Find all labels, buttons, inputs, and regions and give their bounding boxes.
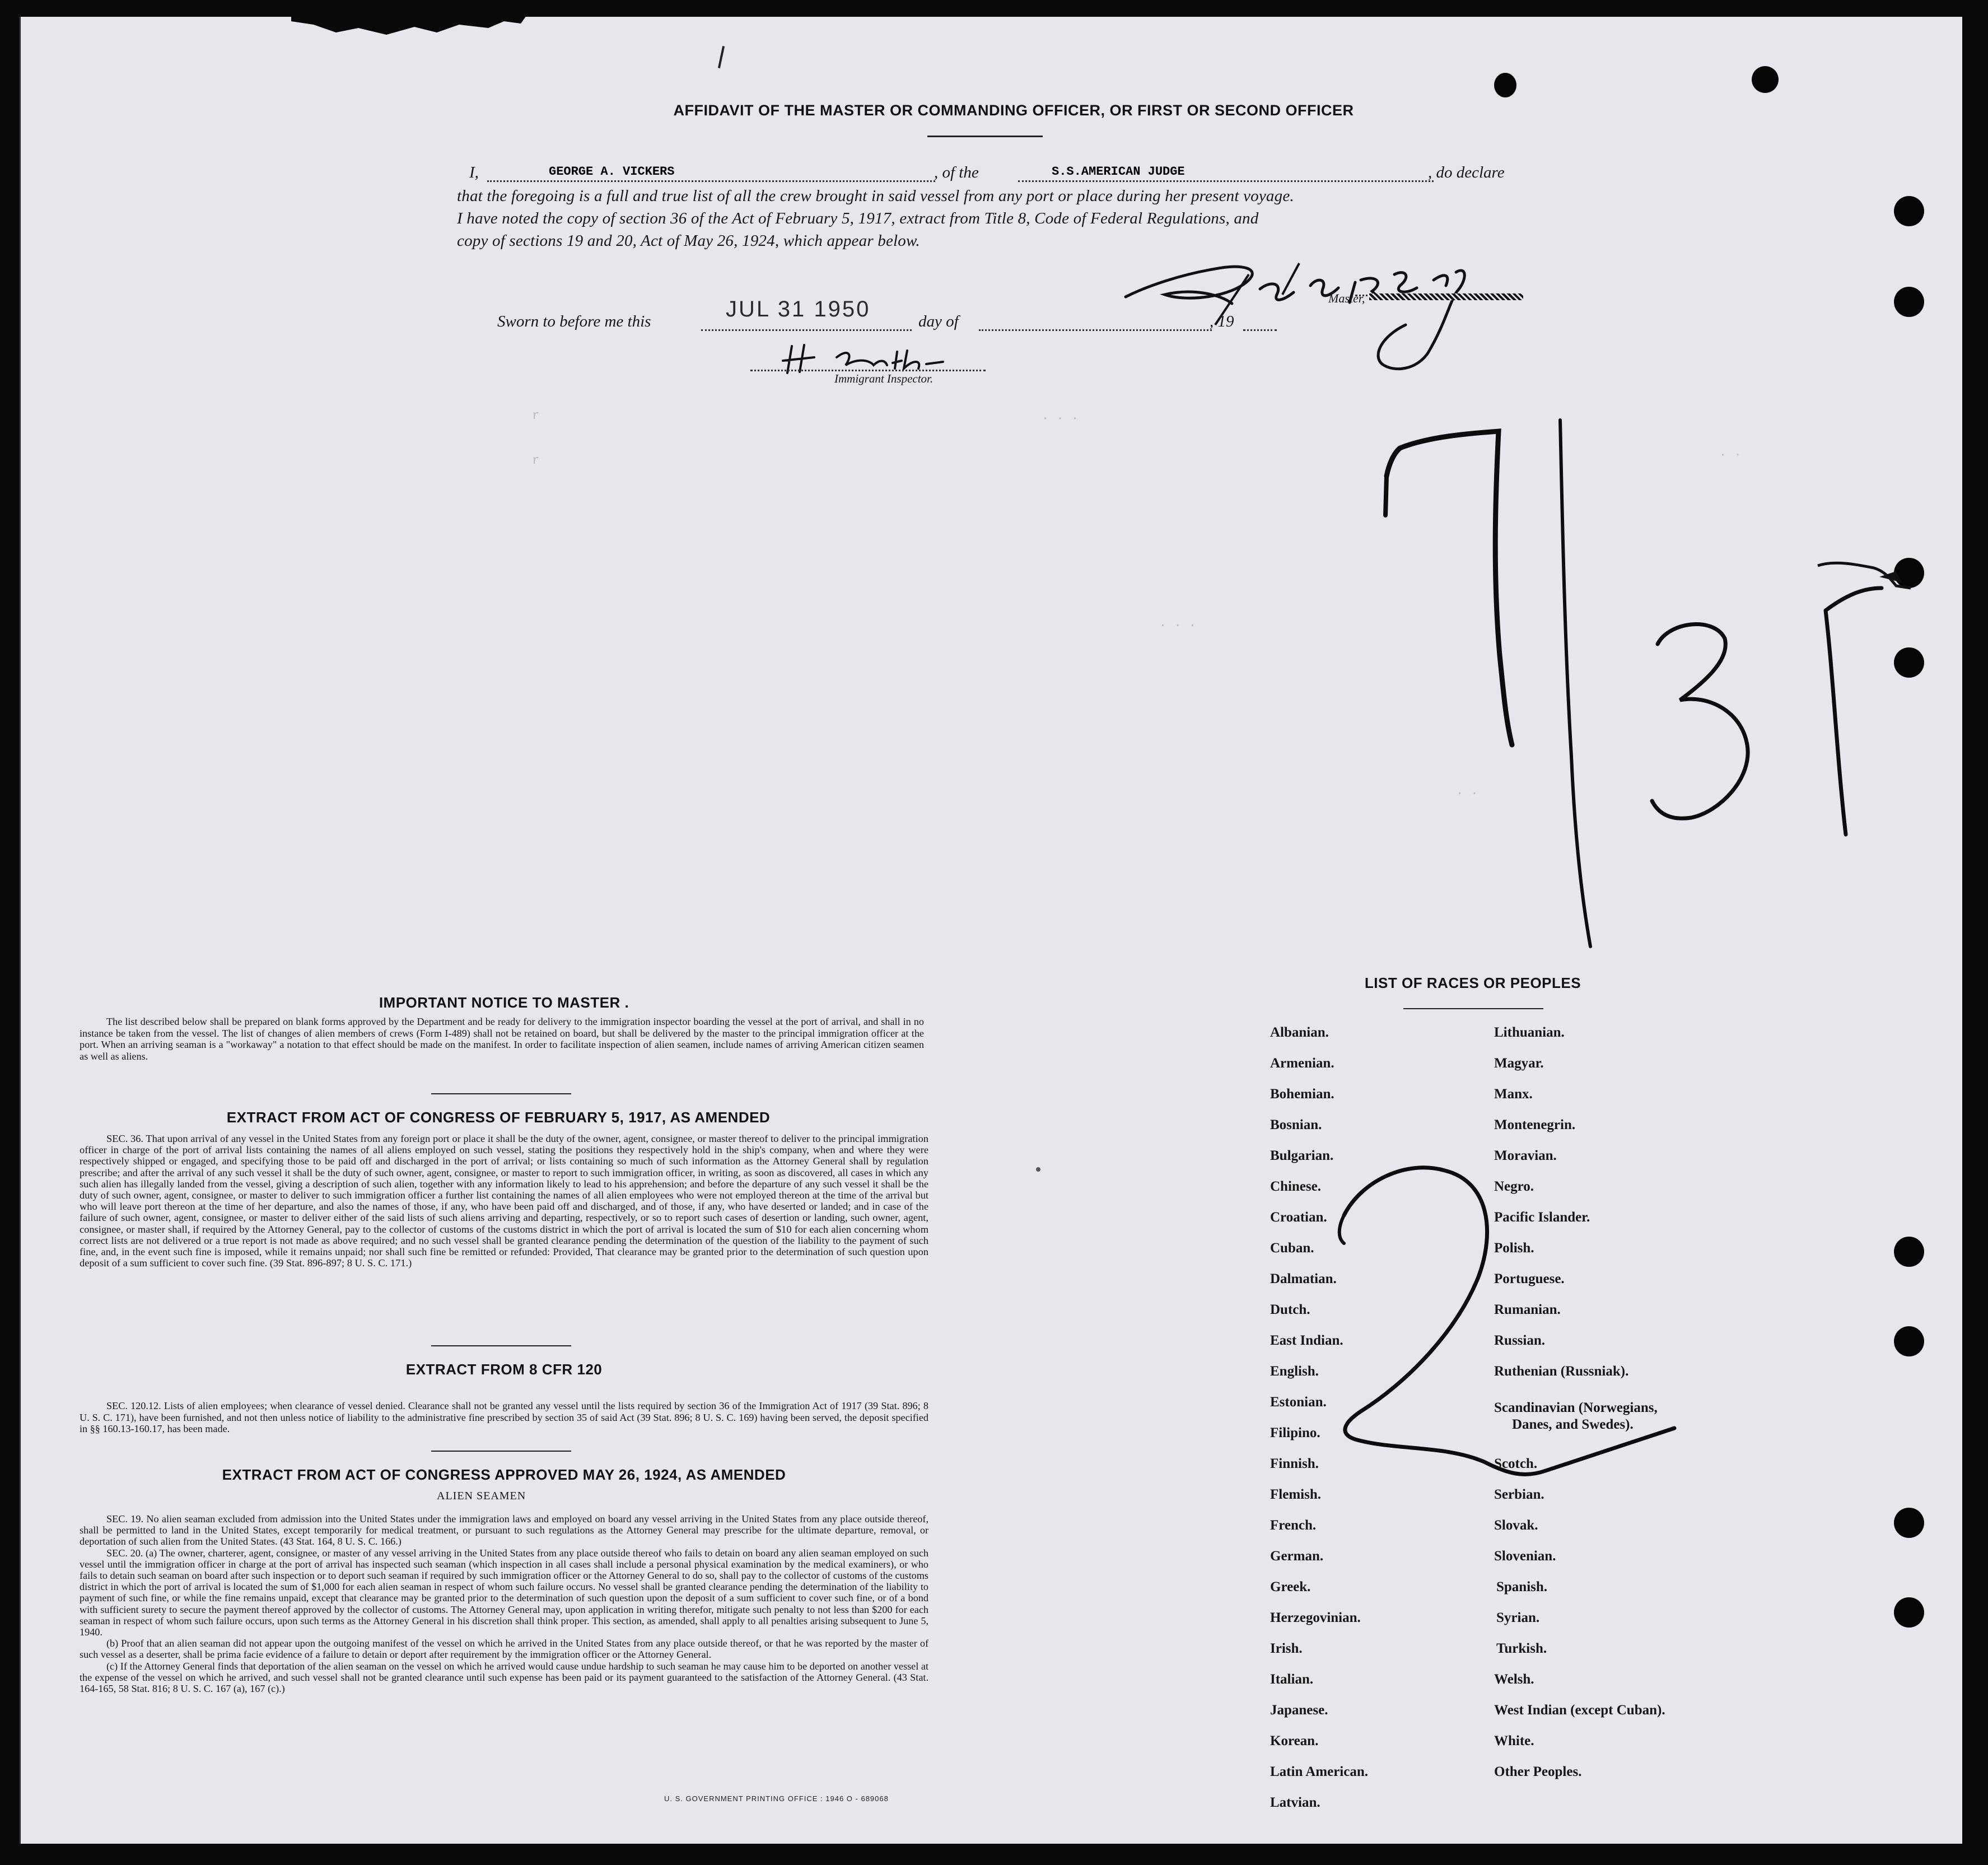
affidavit-i-label: I,: [469, 164, 479, 181]
notice-body: [80, 1016, 924, 1062]
race-item: White.: [1494, 1733, 1534, 1749]
race-item: Spanish.: [1496, 1579, 1548, 1594]
race-item: Rumanian.: [1494, 1302, 1561, 1317]
race-item: German.: [1270, 1549, 1324, 1564]
race-item: Scandinavian (Norwegians,: [1494, 1400, 1658, 1415]
inspector-dotted-line: [750, 370, 986, 371]
printer-imprint: U. S. GOVERNMENT PRINTING OFFICE : 1946 O - 689068: [664, 1794, 889, 1803]
race-item: Serbian.: [1494, 1487, 1544, 1502]
race-item: Irish.: [1270, 1641, 1303, 1656]
race-item: Herzegovinian.: [1270, 1610, 1361, 1625]
extract-8cfr-body: [80, 1400, 928, 1435]
bleed-through-text: . . .: [1159, 616, 1197, 630]
race-item: Greek.: [1270, 1579, 1311, 1594]
section-120-12-paragraph: SEC. 120.12. Lists of alien employees; when clearance of vessel denied. Clearance shall not be granted any vessel until the lists required by section 36 of the Immigration Act of 1917 (39 Stat. 896; 8 U. S. C. 171), have been furnished, and not then unless notice of liability to the administrative fine prescribed by section 35 of said Act (39 Stat. 896; 8 U. S. C. 169) having been served, the deposit specified in §§ 160.13-160.17, has been made.: [80, 1400, 928, 1435]
punch-hole: [1894, 1326, 1924, 1356]
race-item: Turkish.: [1496, 1641, 1547, 1656]
race-item: West Indian (except Cuban).: [1494, 1703, 1665, 1718]
section-20c-paragraph: (c) If the Attorney General finds that deportation of the alien seaman on the vessel on which he arrived would cause undue hardship to such seaman he may cause him to be deported on another vessel at the expense of the vessel on which he arrived, and such vessel shall not be granted clearance until such expense has been paid or its payment guaranteed to the satisfaction of the Attorney General. (43 Stat. 164-165, 58 Stat. 816; 8 U. S. C. 167 (a), 167 (c).): [80, 1660, 928, 1695]
handwritten-mark-31: [1646, 554, 1887, 840]
master-name-field[interactable]: GEORGE A. VICKERS: [549, 165, 675, 179]
race-item: English.: [1270, 1364, 1319, 1379]
section-19-paragraph: SEC. 19. No alien seaman excluded from admission into the United States under the immigration laws and employed on board any vessel arriving in the United States from any place outside thereof, shall be permitted to land in the United States, except temporarily for medical treatment, or pursuant to such regulations as the Attorney General may prescribe for the ultimate departure, removal, or deportation of such alien from the United States. (43 Stat. 164, 8 U. S. C. 166.): [80, 1513, 928, 1547]
race-item: Japanese.: [1270, 1703, 1328, 1718]
race-item: East Indian.: [1270, 1333, 1343, 1348]
section-20b-paragraph: (b) Proof that an alien seaman did not appear upon the outgoing manifest of the vessel on which he arrived in the United States from any place outside thereof, or that he was reported by the master of such vessel as a deserter, shall be prima facie evidence of a failure to detain or deport after requirement by the immigration officer or the Attorney General.: [80, 1638, 928, 1661]
race-item: Montenegrin.: [1494, 1117, 1576, 1132]
punch-hole: [1894, 1237, 1924, 1267]
vessel-name-field[interactable]: S.S.AMERICAN JUDGE: [1052, 165, 1185, 179]
race-item: Croatian.: [1270, 1210, 1327, 1225]
sworn-label: Sworn to before me this: [497, 313, 651, 330]
notice-paragraph: The list described below shall be prepared on blank forms approved by the Department and be ready for delivery to the immigration inspector boarding the vessel at the port of arrival, and shall in no instance be taken from the vessel. The list of changes of alien members of crews (Form I-489) shall not be retained on board, but shall be delivered by the master to the principal immigration officer at the port. When an arriving seaman is a "workaway" a notation to that effect should be made on the manifest. In order to facilitate inspection of alien seamen, include names of arriving American citizen seamen as well as aliens.: [80, 1016, 924, 1062]
race-item: Welsh.: [1494, 1672, 1534, 1687]
extract-1924-body: [80, 1513, 928, 1694]
bleed-through-text: · ·: [1719, 448, 1742, 462]
race-item: Polish.: [1494, 1241, 1534, 1256]
sworn-date-dotted-line: [701, 329, 912, 331]
ink-smudge: [1812, 554, 1913, 594]
race-item: Flemish.: [1270, 1487, 1321, 1502]
affidavit-line1: [454, 164, 1534, 184]
extract-1924-title: EXTRACT FROM ACT OF CONGRESS APPROVED MAY 26, 1924, AS AMENDED: [222, 1466, 786, 1483]
name-dotted-line: [487, 180, 935, 182]
race-item: Manx.: [1494, 1087, 1533, 1102]
stray-mark: [1036, 1167, 1040, 1172]
affidavit-divider: [927, 136, 1043, 137]
race-item: Chinese.: [1270, 1179, 1321, 1194]
inspector-label: Immigrant Inspector.: [834, 372, 934, 385]
extract-1917-body: [80, 1133, 928, 1269]
bleed-through-text: r: [532, 409, 540, 423]
year-dotted-line: [1243, 329, 1277, 331]
race-item: Lithuanian.: [1494, 1025, 1565, 1040]
master-signature: [1114, 241, 1557, 375]
extract-1917-divider: [431, 1345, 571, 1346]
races-divider: [1403, 1008, 1543, 1009]
race-item: Ruthenian (Russniak).: [1494, 1364, 1629, 1379]
extract-1917-title: EXTRACT FROM ACT OF CONGRESS OF FEBRUARY 5, 1917, AS AMENDED: [226, 1109, 771, 1126]
day-of-label: day of: [918, 313, 959, 330]
punch-hole: [1752, 66, 1779, 93]
vessel-dotted-line: [1018, 180, 1434, 182]
race-item: French.: [1270, 1518, 1317, 1533]
year-prefix: , 19: [1210, 313, 1234, 330]
extract-8cfr-divider: [431, 1451, 571, 1452]
race-item: Slovak.: [1494, 1518, 1538, 1533]
month-dotted-line: [979, 329, 1212, 331]
race-item: Slovenian.: [1494, 1549, 1556, 1564]
extract-8cfr-title: EXTRACT FROM 8 CFR 120: [405, 1361, 603, 1378]
sworn-date-stamp: JUL 31 1950: [726, 297, 871, 321]
punch-hole: [1894, 1508, 1924, 1538]
race-item: Syrian.: [1496, 1610, 1540, 1625]
title-struck-out: [1369, 293, 1523, 300]
bleed-through-text: · · ·: [1042, 412, 1079, 426]
race-item: Bosnian.: [1270, 1117, 1322, 1132]
race-item: Finnish.: [1270, 1456, 1319, 1471]
race-item: Magyar.: [1494, 1056, 1544, 1071]
punch-hole: [1494, 73, 1516, 97]
race-item: Cuban.: [1270, 1241, 1314, 1256]
affidavit-line4: copy of sections 19 and 20, Act of May 26, 1924, which appear below.: [457, 232, 920, 250]
handwritten-mark-7: [1366, 409, 1602, 958]
races-title: LIST OF RACES OR PEOPLES: [1364, 975, 1581, 991]
punch-hole: [1894, 196, 1924, 226]
race-item: Portuguese.: [1494, 1271, 1565, 1286]
affidavit-line2: that the foregoing is a full and true list of all the crew brought in said vessel from any port or place during her present voyage.: [457, 187, 1294, 205]
affidavit-do-declare: , do declare: [1428, 164, 1505, 181]
race-item: Negro.: [1494, 1179, 1534, 1194]
race-item: Korean.: [1270, 1733, 1319, 1749]
race-item: Latvian.: [1270, 1795, 1320, 1810]
race-item: Bulgarian.: [1270, 1148, 1334, 1163]
race-item: Russian.: [1494, 1333, 1546, 1348]
race-item: Scotch.: [1494, 1456, 1538, 1471]
race-item: Danes, and Swedes).: [1512, 1417, 1634, 1432]
section-20a-paragraph: SEC. 20. (a) The owner, charterer, agent, consignee, or master of any vessel arriving in the United States from any place outside thereof who fails to detain on board any alien seaman employed on such vessel until the immigration officer in charge at the port of arrival has inspected such seaman (which inspection in all cases shall include a personal physical examination by the medical examiners), or who fails to detain such seaman on board after such inspection or to deport such seaman if required by such immigration officer or the Attorney General to do so, shall pay to the collector of customs of the customs district in which the port of arrival is located the sum of $1,000 for each alien seaman in respect of whom such failure occurs. No vessel shall be granted clearance pending the determination of the liability to payment of such fine, or while the fine remains unpaid, except that clearance may be granted prior to the determination of such question upon the deposit of a sum sufficient to cover such fine, or of a bond with sufficient surety to secure the payment thereof approved by the collector of customs. The Attorney General may, upon application in writing therefor, mitigate such penalty to not less than $200 for each seaman in respect of whom such failure occurs, upon such terms as the Attorney General in his discretion shall think proper. This section, as amended, shall apply to all penalties arising subsequent to June 5, 1940.: [80, 1547, 928, 1638]
notice-divider: [431, 1093, 571, 1094]
race-item: Bohemian.: [1270, 1087, 1334, 1102]
race-item: Pacific Islander.: [1494, 1210, 1590, 1225]
race-item: Dalmatian.: [1270, 1271, 1337, 1286]
race-item: Armenian.: [1270, 1056, 1334, 1071]
race-item: Italian.: [1270, 1672, 1314, 1687]
notice-title: IMPORTANT NOTICE TO MASTER .: [379, 994, 629, 1011]
affidavit-title: AFFIDAVIT OF THE MASTER OR COMMANDING OFFICER, OR FIRST OR SECOND OFFICER: [673, 102, 1354, 119]
affidavit-of-the: , of the: [934, 164, 979, 181]
race-item: Other Peoples.: [1494, 1764, 1582, 1779]
bleed-through-text: r: [532, 454, 540, 468]
race-item: Moravian.: [1494, 1148, 1557, 1163]
affidavit-line3: I have noted the copy of section 36 of the Act of February 5, 1917, extract from Title 8, Code of Federal Regulations, and: [457, 209, 1259, 227]
punch-hole: [1894, 647, 1924, 678]
punch-hole: [1894, 1597, 1924, 1628]
race-item: Filipino.: [1270, 1425, 1320, 1440]
race-item: Latin American.: [1270, 1764, 1368, 1779]
master-label: Master,: [1328, 291, 1365, 305]
bleed-through-text: . .: [1456, 784, 1478, 798]
section-36-paragraph: SEC. 36. That upon arrival of any vessel in the United States from any foreign port or place it shall be the duty of the owner, agent, consignee, or master thereof to deliver to the principal immigration officer in charge of the port of arrival lists containing the names of all aliens employed on such vessel, stating the positions they respectively hold in the ship's company, when and where they were respectively shipped or engaged, and specifying those to be paid off and discharged in the port of arrival; or lists containing so much of such information as the Attorney General shall by regulation prescribe; and after the arrival of any such vessel it shall be the duty of such owner, agent, consignee, or master to report to such immigration officer, in writing, as soon as discovered, all cases in which any such alien has illegally landed from the vessel, giving a description of such alien, together with any information likely to lead to his apprehension; and before the departure of any such vessel it shall be the duty of such owner, agent, consignee, or master to deliver to such immigration officer a further list containing the names of all alien employees who were not employed thereon at the time of the arrival but who will leave port thereon at the time of her departure, and also the names of those, if any, who have been paid off and discharged, and of those, if any, who have deserted or landed; and in case of the failure of such owner, agent, consignee, or master to deliver either of the said lists of such aliens arriving and departing, respectively, or so to report such cases of desertion or landing, such owner, agent, consignee, or master shall, if required by the Attorney General, pay to the collector of customs of the customs district in which the port of arrival is located the sum of $10 for each alien concerning whom correct lists are not delivered or a true report is not made as above required; and no such vessel shall be granted clearance pending the determination of the question of the liability to the payment of such fine, and, in the event such fine is imposed, while it remains unpaid; nor shall such fine be remitted or refunded: Provided, That clearance may be granted prior to the determination of such question upon deposit of a sum sufficient to cover such fine. (39 Stat. 896-897; 8 U. S. C. 171.): [80, 1133, 928, 1269]
punch-hole: [1894, 287, 1924, 317]
handwritten-mark-2: [1310, 1148, 1691, 1484]
alien-seamen-subtitle: ALIEN SEAMEN: [437, 1490, 526, 1502]
race-item: Estonian.: [1270, 1395, 1327, 1410]
race-item: Dutch.: [1270, 1302, 1310, 1317]
torn-edge: [291, 16, 526, 49]
race-item: Albanian.: [1270, 1025, 1329, 1040]
